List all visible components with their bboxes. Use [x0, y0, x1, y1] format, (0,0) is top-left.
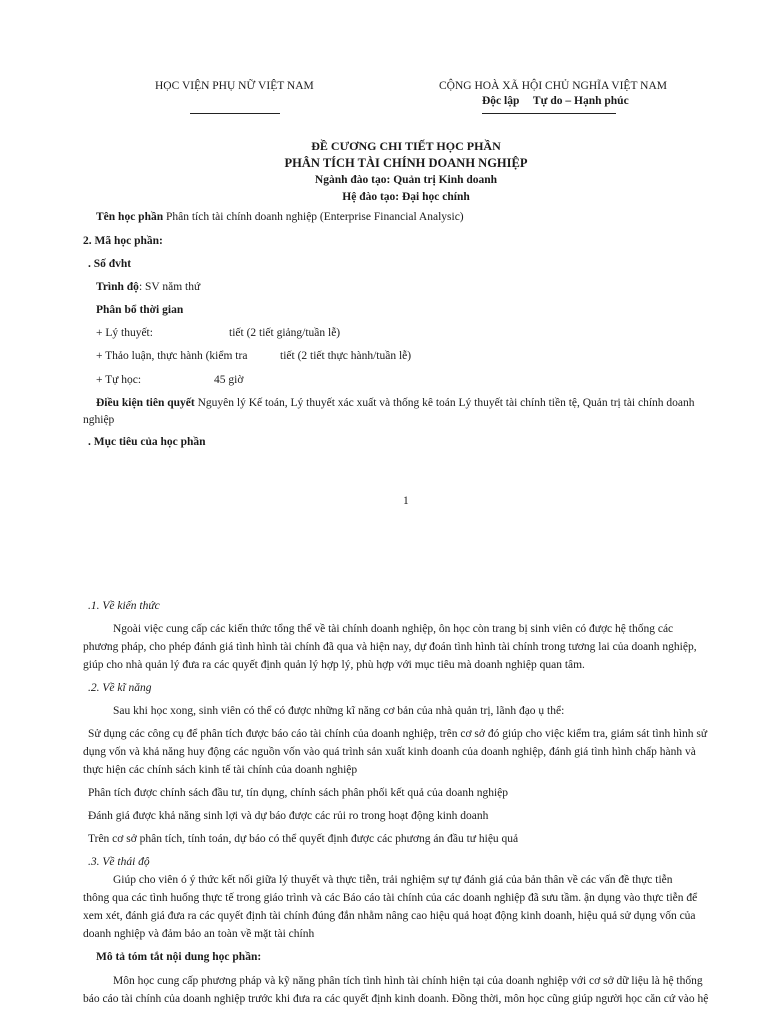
- self-study-value: 45 giờ: [214, 374, 244, 386]
- skills-item-1-line-1: Sử dụng các công cụ để phân tích được báo cáo tài chính của doanh nghiệp, trên cơ sở đó giúp cho việc kiểm tra, giám sát tình hình sử: [88, 728, 708, 740]
- skills-item-1-line-3: thực hiện các chính sách kinh tế tài chính của doanh nghiệp: [83, 764, 358, 776]
- knowledge-line-3: giúp cho nhà quản lý đưa ra các quyết định quản lý hợp lý, phù hợp với mục tiêu mà doanh nghiệp quan tâm.: [83, 659, 585, 671]
- institution-name: HỌC VIỆN PHỤ NỮ VIỆT NAM: [155, 80, 314, 92]
- prerequisite-value: Nguyên lý Kế toán, Lý thuyết xác xuất và thống kê toán Lý thuyết tài chính tiền tệ, Quản trị tài chính doanh: [197, 397, 695, 409]
- page-number: 1: [403, 495, 409, 507]
- prerequisite-line: [96, 397, 695, 409]
- attitude-line-2: thông qua các tình huống thực tế trong giáo trình và các Báo cáo tài chính của các doanh nghiệp đã sưu tầm. ận dụng vào thực tiễn để: [83, 892, 698, 904]
- attitude-line-4: doanh nghiệp và đảm bảo an toàn về mặt tài chính: [83, 928, 315, 940]
- course-name-value: Phân tích tài chính doanh nghiệp (Enterprise Financial Analysic): [165, 211, 464, 223]
- level-label: Trình độ: [96, 281, 139, 293]
- skills-heading: .2. Về kĩ năng: [88, 682, 152, 694]
- attitude-heading: .3. Về thái độ: [88, 856, 150, 868]
- course-title: PHÂN TÍCH TÀI CHÍNH DOANH NGHIỆP: [284, 156, 528, 170]
- attitude-line-3: xem xét, đánh giá đưa ra các quyết định tài chính đúng đắn nhằm nâng cao hiệu quả hoạt động kinh doanh, hiệu quả sử dụng vốn của: [83, 910, 696, 922]
- major-line: Ngành đào tạo: Quản trị Kinh doanh: [314, 174, 498, 186]
- objectives-heading: . Mục tiêu của học phần: [88, 436, 206, 448]
- credits: . Số đvht: [88, 258, 132, 270]
- summary-line-2: báo cáo tài chính của doanh nghiệp trước khi đưa ra các quyết định kinh doanh. Đồng thời, môn học cũng giúp người học căn cứ vào hệ: [83, 993, 709, 1005]
- summary-line-1: Môn học cung cấp phương pháp và kỹ năng phân tích tình hình tài chính hiện tại của doanh nghiệp với cơ sở dữ liệu là hệ thống: [113, 975, 703, 987]
- course-code: 2. Mã học phần:: [83, 235, 163, 247]
- prerequisite-continuation: nghiệp: [83, 414, 115, 426]
- time-allocation: Phân bổ thời gian: [96, 304, 184, 316]
- attitude-line-1: Giúp cho viên ó ý thức kết nối giữa lý thuyết và thực tiễn, trải nghiệm sự tự đánh giá của bản thân về các vấn đề thực tiễn: [113, 874, 673, 886]
- country-name: CỘNG HOÀ XÃ HỘI CHỦ NGHĨA VIỆT NAM: [439, 80, 667, 92]
- motto-part-1: Độc lập: [482, 95, 520, 107]
- knowledge-heading: .1. Về kiến thức: [88, 600, 160, 612]
- practice-value: tiết (2 tiết thực hành/tuần lễ): [280, 350, 412, 362]
- practice-label: + Thảo luận, thực hành (kiểm tra: [96, 350, 248, 362]
- institution-underline: [190, 113, 280, 114]
- program-line: Hệ đào tạo: Đại học chính: [342, 191, 470, 203]
- course-name-line: [96, 211, 464, 223]
- skills-item-4: Trên cơ sở phân tích, tính toán, dự báo có thể quyết định được các phương án đầu tư hiệu quả: [88, 833, 519, 845]
- knowledge-line-1: Ngoài việc cung cấp các kiến thức tổng thể về tài chính doanh nghiệp, ôn học còn trang bị sinh viên có được hệ thống các: [113, 623, 674, 635]
- theory-label: + Lý thuyết:: [96, 327, 153, 339]
- prerequisite-label: Điều kiện tiên quyết: [96, 397, 195, 409]
- self-study-label: + Tự học:: [96, 374, 142, 386]
- theory-value: tiết (2 tiết giảng/tuần lễ): [229, 327, 341, 339]
- skills-item-1-line-2: dụng vốn và khả năng huy động các nguồn vốn vào quá trình sản xuất kinh doanh của doanh nghiệp, đánh giá tình hình chấp hành và: [83, 746, 696, 758]
- document-title: ĐỀ CƯƠNG CHI TIẾT HỌC PHẦN: [311, 139, 501, 153]
- skills-item-2: Phân tích được chính sách đầu tư, tín dụng, chính sách phân phối kết quả của doanh nghiệp: [88, 787, 508, 799]
- motto-part-2: Tự do – Hạnh phúc: [532, 95, 629, 107]
- level-value: : SV năm thứ: [138, 281, 201, 293]
- course-name-label: Tên học phần: [96, 211, 164, 223]
- skills-intro: Sau khi học xong, sinh viên có thể có được những kĩ năng cơ bản của nhà quản trị, lãnh đạo ụ thể:: [113, 705, 565, 717]
- summary-heading: Mô tả tóm tắt nội dung học phần:: [96, 951, 262, 963]
- skills-item-3: Đánh giá được khả năng sinh lợi và dự báo được các rủi ro trong hoạt động kinh doanh: [88, 810, 489, 822]
- motto-underline: [482, 113, 616, 114]
- knowledge-line-2: phương pháp, cho phép đánh giá tình hình tài chính đã qua và hiện nay, dự đoán tình hình tài chính trong tương lai của doanh nghiệp,: [83, 641, 697, 653]
- motto: [482, 95, 629, 107]
- level-line: [96, 281, 200, 293]
